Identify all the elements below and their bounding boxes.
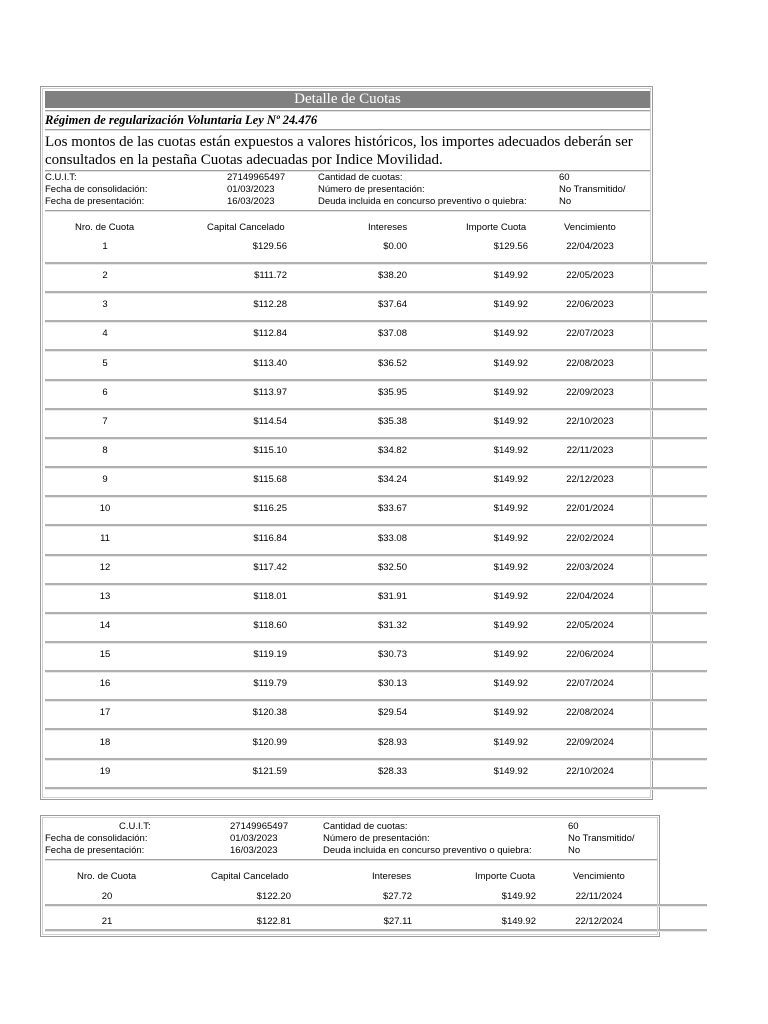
deuda-concurso-label: Deuda incluida en concurso preventivo o quiebra:: [323, 845, 532, 856]
cuit-label: C.U.I.T:: [45, 172, 77, 183]
divider: [45, 110, 650, 112]
cell-importe: $149.92: [493, 474, 528, 486]
cell-importe: $149.92: [493, 445, 528, 457]
row-divider: [45, 554, 707, 557]
cell-nro: 15: [99, 649, 111, 661]
cell-intereses: $29.54: [377, 707, 407, 719]
cell-nro: 9: [102, 474, 108, 486]
cell-nro: 3: [102, 299, 108, 311]
cell-importe: $149.92: [493, 299, 528, 311]
cell-importe: $149.92: [493, 386, 528, 398]
cell-intereses: $38.20: [377, 270, 407, 282]
cell-nro: 5: [102, 357, 108, 369]
consolidacion-label: Fecha de consolidación:: [45, 184, 148, 195]
row-divider: [45, 408, 707, 411]
cell-vencimiento: 22/03/2024: [566, 561, 614, 573]
consolidacion-value: 01/03/2023: [230, 833, 278, 844]
cell-vencimiento: 22/09/2023: [566, 386, 614, 398]
row-divider: [45, 758, 707, 761]
numero-presentacion-label: Número de presentación:: [318, 184, 425, 195]
row-divider: [45, 495, 707, 498]
cell-vencimiento: 22/05/2023: [566, 270, 614, 282]
cell-importe: $149.92: [493, 357, 528, 369]
row-divider: [45, 262, 707, 265]
cell-vencimiento: 22/08/2023: [566, 357, 614, 369]
numero-presentacion-value: No Transmitido/: [559, 184, 626, 195]
presentacion-value: 16/03/2023: [230, 845, 278, 856]
cell-vencimiento: 22/04/2024: [566, 590, 614, 602]
cuit-value: 27149965497: [230, 821, 289, 832]
cell-capital: $118.60: [253, 619, 287, 631]
cell-vencimiento: 22/02/2024: [566, 532, 614, 544]
cell-capital: $129.56: [252, 241, 287, 252]
row-divider: [45, 699, 707, 702]
cell-capital: $121.59: [252, 765, 287, 777]
cell-intereses: $27.11: [383, 915, 412, 927]
divider: [45, 859, 657, 861]
regimen-heading: Régimen de regularización Voluntaria Ley Nº 24.476: [45, 113, 318, 127]
cell-intereses: $28.33: [377, 765, 407, 777]
cell-intereses: $31.32: [377, 619, 407, 631]
cell-vencimiento: 22/07/2024: [566, 678, 614, 690]
cell-vencimiento: 22/06/2023: [566, 299, 614, 311]
numero-presentacion-label: Número de presentación:: [323, 833, 430, 844]
cell-capital: $113.97: [253, 386, 287, 398]
col-header-vencimiento: Vencimiento: [573, 871, 625, 882]
cell-importe: $149.92: [493, 590, 528, 602]
cell-capital: $113.40: [253, 357, 287, 369]
cell-intereses: $34.24: [377, 474, 407, 486]
cantidad-cuotas-label: Cantidad de cuotas:: [323, 821, 408, 832]
cell-intereses: $33.67: [377, 503, 407, 515]
cell-nro: 12: [99, 561, 111, 573]
cell-vencimiento: 22/09/2024: [566, 736, 614, 748]
cell-capital: $119.19: [253, 649, 287, 661]
cell-capital: $122.20: [256, 891, 291, 902]
row-divider: [45, 670, 707, 673]
cell-capital: $116.25: [253, 503, 287, 515]
cell-nro: 18: [99, 736, 111, 748]
row-divider: [45, 641, 707, 644]
cell-intereses: $30.73: [377, 649, 407, 661]
col-header-intereses: Intereses: [372, 871, 412, 882]
cell-intereses: $28.93: [377, 736, 407, 748]
cuit-label: C.U.I.T:: [119, 821, 151, 832]
cell-vencimiento: 22/01/2024: [566, 503, 614, 515]
cell-capital: $112.84: [253, 328, 287, 340]
row-divider: [45, 728, 707, 731]
cantidad-cuotas-value: 60: [568, 821, 579, 832]
cantidad-cuotas-label: Cantidad de cuotas:: [318, 172, 403, 183]
cell-vencimiento: 22/10/2023: [566, 415, 614, 427]
cell-nro: 16: [99, 678, 111, 690]
cell-capital: $112.28: [253, 299, 287, 311]
cell-capital: $111.72: [254, 270, 287, 282]
cell-capital: $120.99: [252, 736, 287, 748]
page-title: Detalle de Cuotas: [45, 91, 650, 108]
row-divider: [45, 320, 707, 323]
presentacion-value: 16/03/2023: [227, 196, 275, 207]
cell-importe: $149.92: [493, 415, 528, 427]
cell-intereses: $30.13: [377, 678, 407, 690]
cuit-value: 27149965497: [227, 172, 286, 183]
cell-vencimiento: 22/12/2023: [566, 474, 614, 486]
cell-intereses: $0.00: [383, 241, 407, 252]
col-header-nro: Nro. de Cuota: [75, 222, 135, 233]
cell-capital: $117.42: [253, 561, 287, 573]
cell-nro: 21: [101, 915, 113, 927]
col-header-intereses: Intereses: [368, 222, 408, 233]
cell-vencimiento: 22/11/2024: [575, 891, 623, 902]
cell-importe: $149.92: [493, 270, 528, 282]
row-divider: [45, 787, 707, 790]
cell-nro: 6: [102, 386, 108, 398]
cell-nro: 7: [102, 415, 108, 427]
divider: [45, 129, 650, 131]
deuda-concurso-label: Deuda incluida en concurso preventivo o quiebra:: [318, 196, 527, 207]
cell-intereses: $31.91: [377, 590, 407, 602]
cell-capital: $115.10: [253, 445, 287, 457]
cell-nro: 14: [99, 619, 111, 631]
cell-vencimiento: 22/12/2024: [575, 915, 623, 927]
cell-vencimiento: 22/05/2024: [566, 619, 614, 631]
col-header-nro: Nro. de Cuota: [77, 871, 137, 882]
presentacion-label: Fecha de presentación:: [45, 845, 145, 856]
cell-importe: $149.92: [493, 678, 528, 690]
cell-capital: $114.54: [253, 415, 287, 427]
cell-nro: 8: [102, 445, 108, 457]
cell-intereses: $34.82: [377, 445, 407, 457]
cell-importe: $149.92: [501, 891, 536, 902]
deuda-concurso-value: No: [559, 196, 572, 207]
notice-text: [45, 133, 655, 169]
row-divider: [45, 524, 707, 527]
cell-nro: 2: [102, 270, 108, 282]
cell-capital: $116.84: [253, 532, 287, 544]
consolidacion-value: 01/03/2023: [227, 184, 275, 195]
col-header-importe: Importe Cuota: [466, 222, 527, 233]
notice-line-2: consultados en la pestaña Cuotas adecuadas por Indice Movilidad.: [45, 152, 443, 168]
cell-vencimiento: 22/07/2023: [566, 328, 614, 340]
cell-intereses: $37.08: [377, 328, 407, 340]
cell-importe: $149.92: [493, 736, 528, 748]
cell-capital: $115.68: [253, 474, 287, 486]
row-divider: [45, 349, 707, 352]
cell-importe: $149.92: [493, 503, 528, 515]
cell-importe: $149.92: [493, 707, 528, 719]
row-divider: [45, 291, 707, 294]
cell-intereses: $33.08: [377, 532, 407, 544]
cuotas-panel-page1: [40, 86, 653, 800]
deuda-concurso-value: No: [568, 845, 581, 856]
cell-importe: $149.92: [493, 328, 528, 340]
col-header-importe: Importe Cuota: [475, 871, 536, 882]
cell-nro: 20: [101, 891, 113, 902]
cell-vencimiento: 22/06/2024: [566, 649, 614, 661]
cell-intereses: $35.95: [377, 386, 407, 398]
cell-nro: 19: [99, 765, 111, 777]
cell-capital: $118.01: [253, 590, 287, 602]
row-divider: [45, 379, 707, 382]
col-header-capital: Capital Cancelado: [211, 871, 289, 882]
cantidad-cuotas-value: 60: [559, 172, 570, 183]
cell-intereses: $32.50: [377, 561, 407, 573]
row-divider: [45, 583, 707, 586]
cell-importe: $129.56: [493, 241, 528, 252]
row-divider: [45, 904, 707, 907]
row-divider: [45, 437, 707, 440]
cell-vencimiento: 22/08/2024: [566, 707, 614, 719]
notice-line-1: Los montos de las cuotas están expuestos a valores históricos, los importes adecuados deberán ser: [45, 134, 633, 150]
cell-nro: 4: [102, 328, 108, 340]
col-header-vencimiento: Vencimiento: [564, 222, 616, 233]
presentacion-label: Fecha de presentación:: [45, 196, 145, 207]
cell-intereses: $27.72: [382, 891, 412, 902]
cell-importe: $149.92: [493, 532, 528, 544]
cell-nro: 17: [99, 707, 111, 719]
divider: [45, 210, 650, 212]
cell-intereses: $35.38: [377, 415, 407, 427]
col-header-capital: Capital Cancelado: [207, 222, 285, 233]
cell-nro: 1: [102, 241, 108, 252]
cell-capital: $120.38: [252, 707, 287, 719]
cell-importe: $149.92: [493, 765, 528, 777]
cell-importe: $149.92: [493, 649, 528, 661]
cell-capital: $122.81: [256, 915, 291, 927]
cell-importe: $149.92: [493, 561, 528, 573]
cell-nro: 10: [99, 503, 111, 515]
cell-intereses: $36.52: [377, 357, 407, 369]
consolidacion-label: Fecha de consolidación:: [45, 833, 148, 844]
cell-vencimiento: 22/11/2023: [566, 445, 614, 457]
row-divider: [45, 612, 707, 615]
cell-nro: 11: [100, 532, 110, 544]
cell-vencimiento: 22/04/2023: [566, 241, 614, 252]
row-divider: [45, 929, 707, 932]
row-divider: [45, 466, 707, 469]
numero-presentacion-value: No Transmitido/: [568, 833, 635, 844]
cell-importe: $149.92: [493, 619, 528, 631]
cell-nro: 13: [99, 590, 111, 602]
cell-intereses: $37.64: [377, 299, 407, 311]
cell-capital: $119.79: [253, 678, 287, 690]
cell-vencimiento: 22/10/2024: [566, 765, 614, 777]
cuotas-panel-page2: [40, 815, 660, 937]
cell-importe: $149.92: [501, 915, 536, 927]
